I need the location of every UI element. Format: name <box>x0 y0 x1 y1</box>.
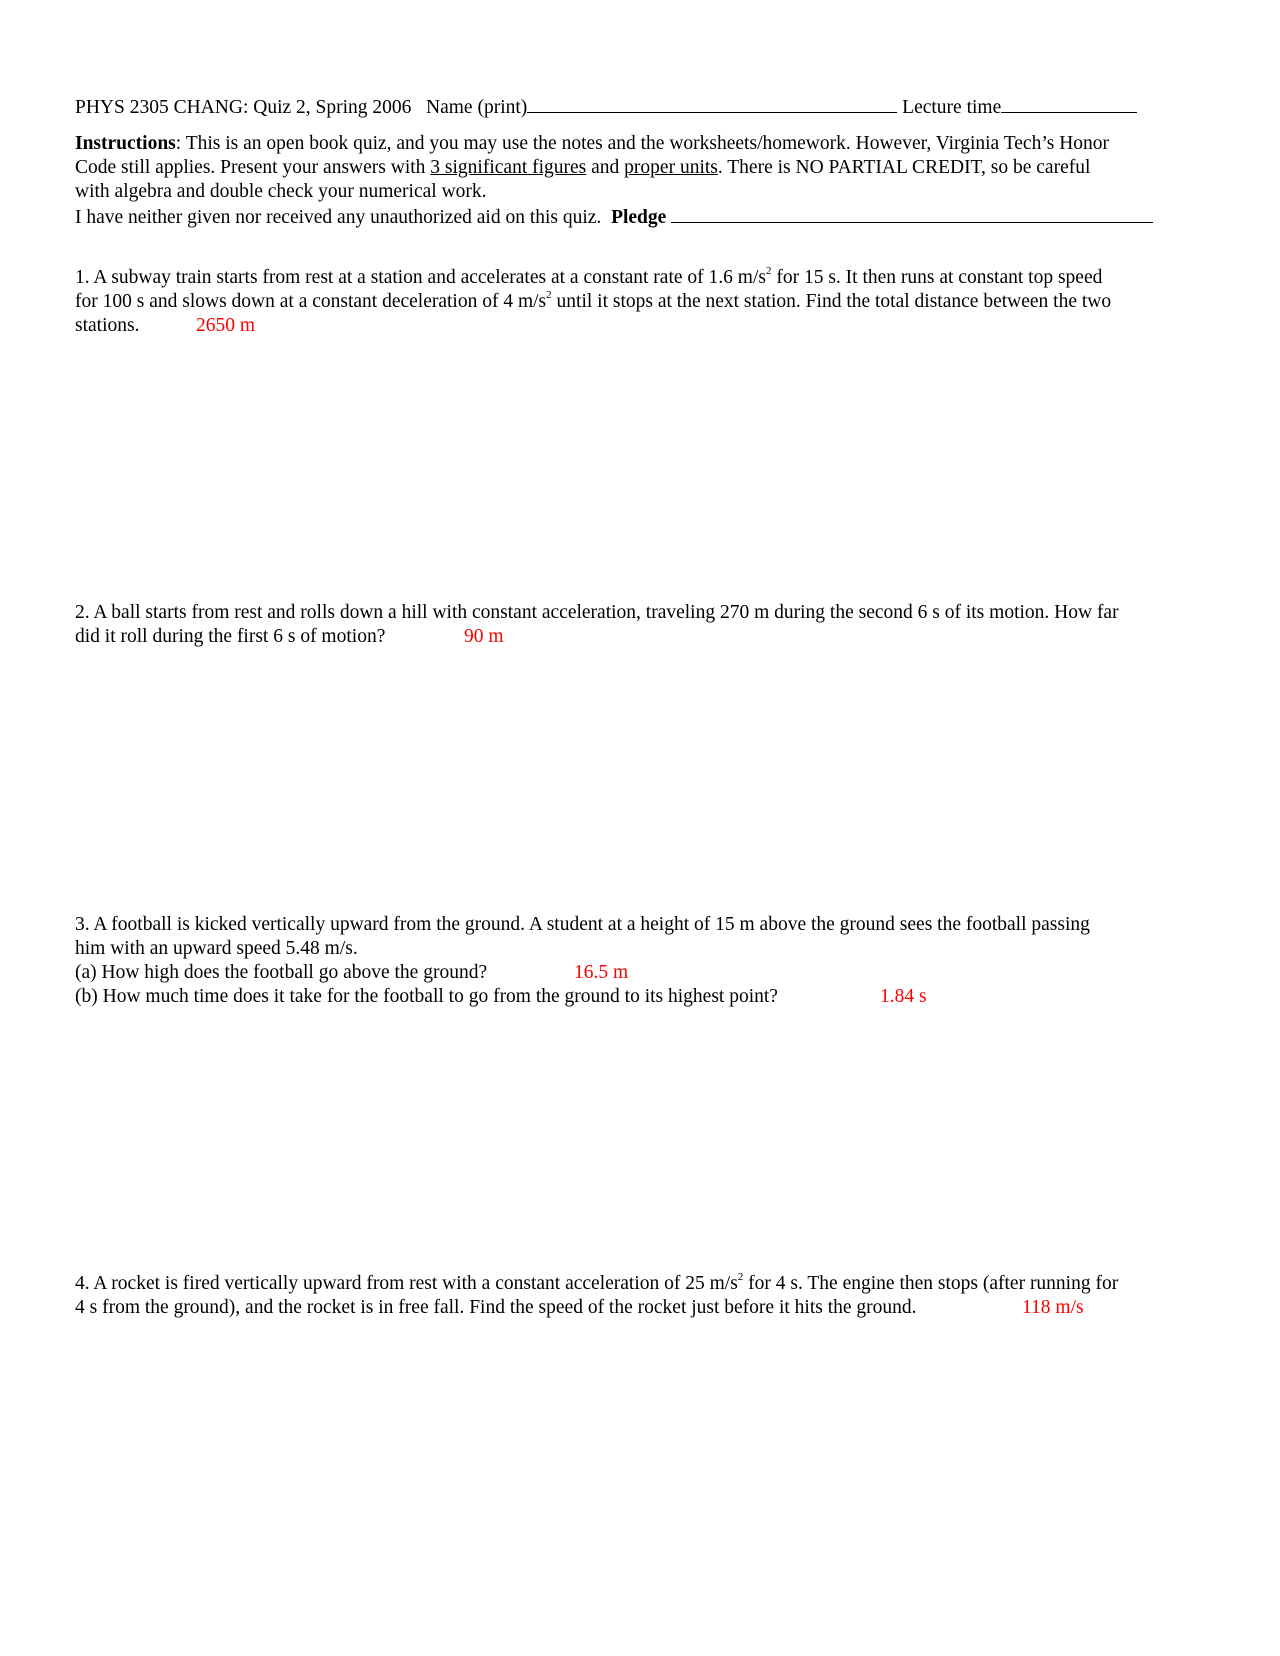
header-line <box>75 94 1137 120</box>
q1-text-1b: for 15 s. It then runs at constant top speed <box>771 267 1103 288</box>
pledge-label: Pledge <box>611 207 667 228</box>
q2-line-1 <box>75 601 1119 625</box>
q3a-line <box>75 961 487 985</box>
q2-answer: 90 m <box>464 626 504 647</box>
q1-text-2b: until it stops at the next station. Find the total distance between the two <box>551 291 1112 312</box>
lecture-label: Lecture time <box>902 97 1002 118</box>
q3-line-2 <box>75 937 358 961</box>
instructions-line-3 <box>75 180 487 204</box>
pledge-blank[interactable] <box>671 204 1153 223</box>
q4-text-1b: for 4 s. The engine then stops (after running for <box>743 1273 1119 1294</box>
q2-line-2 <box>75 625 385 649</box>
q1-text-2a: for 100 s and slows down at a constant deceleration of 4 m/s <box>75 291 547 312</box>
q4-text-1a: 4. A rocket is fired vertically upward from rest with a constant acceleration of 25 m/s <box>75 1273 738 1294</box>
q3b-answer: 1.84 s <box>880 986 927 1007</box>
proper-units-emphasis: proper units <box>624 157 718 178</box>
q3a-text: (a) How high does the football go above the ground? <box>75 962 488 983</box>
q1-line-2 <box>75 290 1111 314</box>
instructions-text-3: with algebra and double check your numerical work. <box>75 181 487 202</box>
q1-line-3 <box>75 314 139 338</box>
q1-text-3: stations. <box>75 315 140 336</box>
q3-line-1 <box>75 913 1090 937</box>
sig-figs-emphasis: 3 significant figures <box>430 157 587 178</box>
instructions-text-2b: and <box>586 157 625 178</box>
q2-text-1: 2. A ball starts from rest and rolls down a hill with constant acceleration, traveling 270 m during the second 6 s of its motion. How far <box>75 602 1119 623</box>
lecture-time-blank[interactable] <box>1001 94 1137 113</box>
q1-superscript-1: 2 <box>765 265 772 277</box>
instructions-heading: Instructions <box>75 133 176 154</box>
q3-text-2: him with an upward speed 5.48 m/s. <box>75 938 358 959</box>
q4-line-2 <box>75 1296 917 1320</box>
q3b-line <box>75 985 778 1009</box>
q4-answer: 118 m/s <box>1022 1297 1084 1318</box>
name-blank[interactable] <box>527 94 897 113</box>
q3a-answer: 16.5 m <box>574 962 629 983</box>
q4-line-1 <box>75 1272 1118 1296</box>
q1-answer: 2650 m <box>196 315 256 336</box>
q3b-text: (b) How much time does it take for the football to go from the ground to its highest point? <box>75 986 778 1007</box>
q1-text-1a: 1. A subway train starts from rest at a station and accelerates at a constant rate of 1.6 m/s <box>75 267 766 288</box>
instructions-line-1 <box>75 132 1109 156</box>
pledge-line <box>75 204 1153 230</box>
instructions-line-2 <box>75 156 1090 180</box>
q3-text-1: 3. A football is kicked vertically upward from the ground. A student at a height of 15 m above the ground sees the football passing <box>75 914 1090 935</box>
q4-text-2: 4 s from the ground), and the rocket is in free fall. Find the speed of the rocket just before it hits the ground. <box>75 1297 917 1318</box>
q2-text-2: did it roll during the first 6 s of motion? <box>75 626 386 647</box>
name-label: Name (print) <box>426 97 528 118</box>
instructions-text-1: : This is an open book quiz, and you may use the notes and the worksheets/homework. However, Virginia Tech’s Honor <box>175 133 1110 154</box>
instructions-text-2a: Code still applies. Present your answers with <box>75 157 431 178</box>
course-title: PHYS 2305 CHANG: Quiz 2, Spring 2006 <box>75 97 412 118</box>
q1-superscript-2: 2 <box>546 289 552 301</box>
q4-superscript: 2 <box>737 1271 744 1283</box>
q1-line-1 <box>75 266 1102 290</box>
pledge-statement: I have neither given nor received any unauthorized aid on this quiz. <box>75 207 602 228</box>
instructions-text-2c: . There is NO PARTIAL CREDIT, so be careful <box>717 157 1091 178</box>
